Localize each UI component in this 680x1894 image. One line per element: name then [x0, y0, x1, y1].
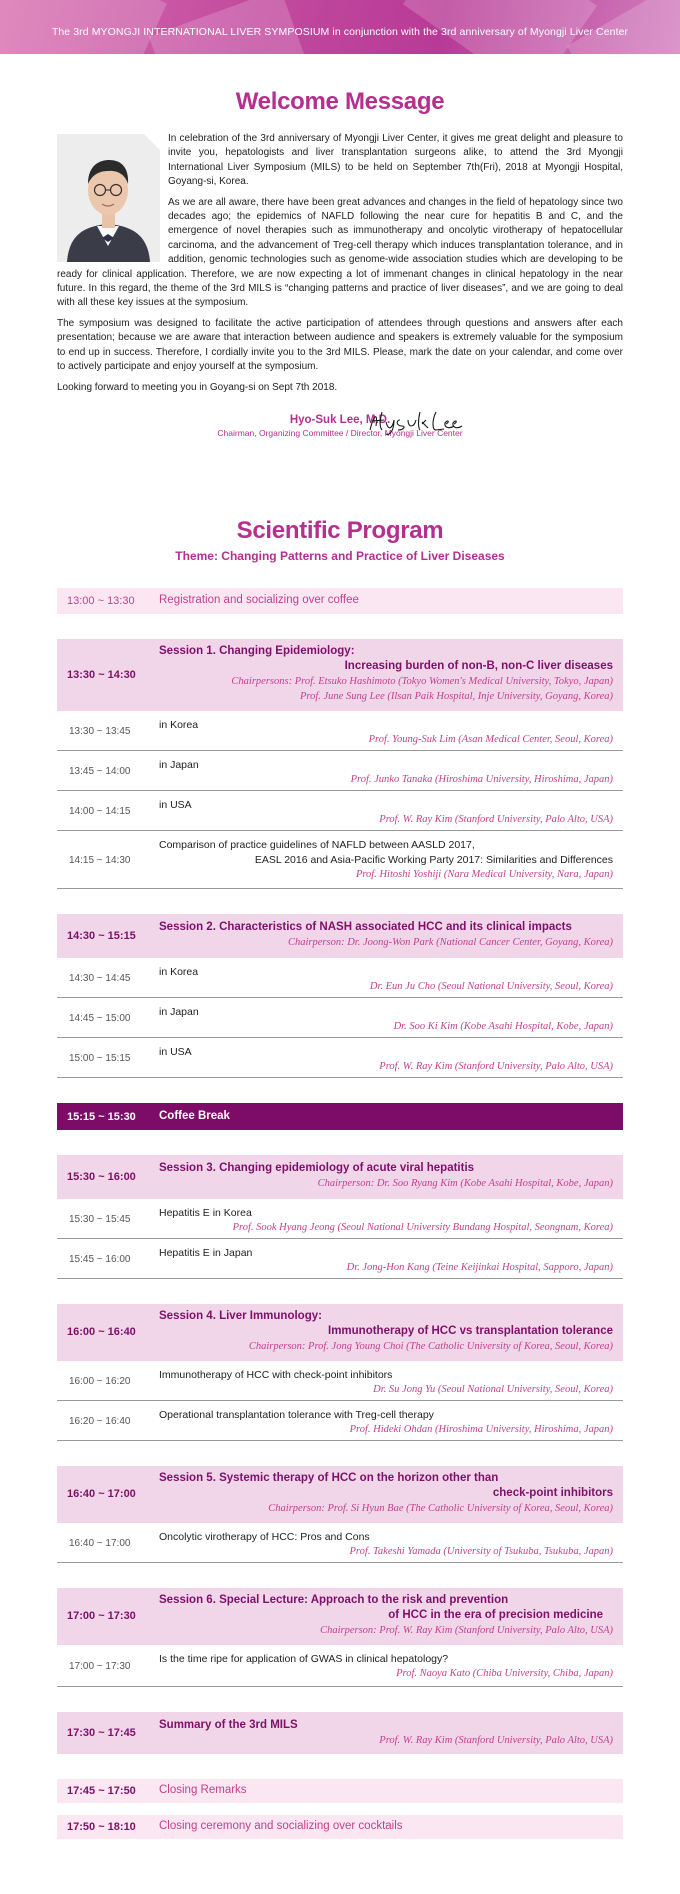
talk-time: 16:00 ~ 16:20 — [69, 1376, 131, 1387]
header-banner — [0, 0, 680, 54]
welcome-title: Welcome Message — [235, 88, 445, 115]
time-slot: 17:45 ~ 17:50 — [67, 1785, 136, 1797]
talk-row — [57, 831, 623, 889]
banner-text: The 3rd MYONGJI INTERNATIONAL LIVER SYMPOSIUM in conjunction with the 3rd anniversary of Myongji Liver Center — [51, 26, 629, 38]
talk-row — [57, 958, 623, 998]
session-title: Summary of the 3rd MILS — [159, 1719, 298, 1731]
talk-row — [57, 998, 623, 1038]
time-slot: 13:30 ~ 14:30 — [67, 669, 136, 681]
closing-ceremony-row — [57, 1815, 623, 1839]
talk-topic: Operational transplantation tolerance with Treg-cell therapy — [159, 1409, 434, 1421]
talk-time: 14:30 ~ 14:45 — [69, 973, 131, 984]
session-title: Session 4. Liver Immunology: — [159, 1310, 322, 1322]
session-3-header — [57, 1155, 623, 1199]
time-slot: 17:30 ~ 17:45 — [67, 1727, 136, 1739]
item-label: Closing Remarks — [159, 1784, 247, 1796]
session-chair: Chairperson: Prof. W. Ray Kim (Stanford University, Palo Alto, USA) — [320, 1625, 613, 1636]
time-slot: 15:15 ~ 15:30 — [67, 1111, 136, 1123]
registration-row — [57, 588, 623, 614]
time-slot: 17:50 ~ 18:10 — [67, 1821, 136, 1833]
talk-speaker: Prof. Hitoshi Yoshiji (Nara Medical University, Nara, Japan) — [355, 869, 613, 880]
talk-speaker: Dr. Soo Ki Kim (Kobe Asahi Hospital, Kobe, Japan) — [393, 1021, 613, 1032]
session-title: Session 5. Systemic therapy of HCC on the horizon other than — [159, 1472, 499, 1484]
talk-time: 15:00 ~ 15:15 — [69, 1053, 131, 1064]
session-6-header — [57, 1588, 623, 1645]
talk-time: 16:40 ~ 17:00 — [69, 1538, 131, 1549]
talk-speaker: Prof. W. Ray Kim (Stanford University, Palo Alto, USA) — [379, 1061, 613, 1072]
talk-row — [57, 791, 623, 831]
item-label: Registration and socializing over coffee — [159, 594, 359, 606]
talk-speaker: Prof. Naoya Kato (Chiba University, Chiba, Japan) — [396, 1668, 613, 1679]
talk-topic: Is the time ripe for application of GWAS in clinical hepatology? — [159, 1653, 449, 1665]
talk-speaker: Prof. Young-Suk Lim (Asan Medical Center, Seoul, Korea) — [368, 734, 613, 745]
time-slot: 16:00 ~ 16:40 — [67, 1326, 136, 1338]
talk-row — [57, 1199, 623, 1239]
time-slot: 15:30 ~ 16:00 — [67, 1171, 136, 1183]
signature-block — [0, 414, 680, 438]
talk-time: 16:20 ~ 16:40 — [69, 1416, 131, 1427]
session-title: Session 2. Characteristics of NASH associated HCC and its clinical impacts — [159, 921, 572, 933]
welcome-paragraph: In celebration of the 3rd anniversary of Myongji Liver Center, it gives me great delight and pleasure to invite you, hepatologists and liver transplantation surgeons alike, to attend the 3rd Myongji International Liver Symposium (MILS) to be held on September 7th(Fri), 2018 at Myongji Hospital, Goyang-si, Korea. — [168, 133, 623, 188]
welcome-paragraph: The symposium was designed to facilitate the active participation of attendees through questions and answers after each presentation; because we are aware that interaction between audience and speakers is extremely valuable for the symposium to end up in success. Therefore, I cordially invite you to the 3rd MILS. Please, mark the date on your calendar, and come over to actively participate and enjoy yourself at the symposium. — [57, 317, 623, 373]
session-chair: Chairperson: Prof. Jong Young Choi (The Catholic University of Korea, Seoul, Korea) — [248, 1341, 613, 1352]
talk-speaker: Prof. Sook Hyang Jeong (Seoul National University Bundang Hospital, Seongnam, Korea) — [232, 1222, 613, 1233]
welcome-paragraph: As we are all aware, there have been great advances and changes in the field of hepatology since two decades ago; the epidemics of NAFLD following the near cure for hepatitis B and C, and the emergence of novel therapies such as immunotherapy and oncolytic virotherapy of hepatocellular carcinoma, and the advancement of Treg-cell therapy which induces transplantation tolerance, and in addition, genomic technologies such as genome-wide association studies which are developing to be ready for clinical application. Therefore, we are now expecting a lot of immenant changes in clinical hepatology in the near future. In this regard, the theme of the 3rd MILS is “changing patterns and practice of liver diseases”, and we are going to deal with all these key issues at the symposium. — [57, 196, 623, 309]
session-title: Increasing burden of non-B, non-C liver diseases — [344, 660, 613, 672]
talk-speaker: Prof. W. Ray Kim (Stanford University, Palo Alto, USA) — [379, 814, 613, 825]
talk-speaker: Dr. Su Jong Yu (Seoul National University, Seoul, Korea) — [373, 1384, 613, 1395]
time-slot: 14:30 ~ 15:15 — [67, 930, 136, 942]
session-chair: Prof. June Sung Lee (Ilsan Paik Hospital, Inje University, Goyang, Korea) — [299, 691, 613, 702]
talk-row — [57, 751, 623, 791]
talk-topic: Oncolytic virotherapy of HCC: Pros and Cons — [159, 1531, 370, 1543]
program-theme: Theme: Changing Patterns and Practice of Liver Diseases — [175, 549, 505, 563]
talk-topic: in Japan — [159, 1006, 199, 1018]
talk-row — [57, 1523, 623, 1563]
item-label: Coffee Break — [159, 1110, 230, 1122]
talk-topic: Hepatitis E in Korea — [159, 1207, 252, 1219]
talk-topic: Hepatitis E in Japan — [159, 1247, 253, 1259]
closing-remarks-row — [57, 1779, 623, 1803]
program-title: Scientific Program — [236, 517, 444, 544]
session-title: check-point inhibitors — [492, 1487, 613, 1499]
summary-row — [57, 1712, 623, 1754]
talk-row — [57, 1645, 623, 1687]
talk-topic: in Japan — [159, 759, 199, 771]
session-title: Immunotherapy of HCC vs transplantation tolerance — [328, 1325, 613, 1337]
talk-time: 13:30 ~ 13:45 — [69, 726, 131, 737]
talk-topic: in USA — [159, 1046, 192, 1058]
time-slot: 16:40 ~ 17:00 — [67, 1488, 136, 1500]
talk-speaker: Dr. Jong-Hon Kang (Teine Keijinkai Hospital, Sapporo, Japan) — [346, 1262, 613, 1273]
session-title: of HCC in the era of precision medicine — [388, 1609, 603, 1621]
session-chair: Chairpersons: Prof. Etsuko Hashimoto (Tokyo Women's Medical University, Tokyo, Japan) — [231, 676, 613, 687]
talk-time: 15:30 ~ 15:45 — [69, 1214, 131, 1225]
signer-role: Chairman, Organizing Committee / Director, Myongji Liver Center — [217, 428, 463, 438]
talk-topic: in USA — [159, 799, 192, 811]
time-slot: 17:00 ~ 17:30 — [67, 1610, 136, 1622]
session-title: Session 1. Changing Epidemiology: — [159, 645, 355, 657]
time-slot: 13:00 ~ 13:30 — [67, 595, 135, 607]
talk-speaker: Dr. Eun Ju Cho (Seoul National University, Seoul, Korea) — [369, 981, 613, 992]
talk-time: 14:15 ~ 14:30 — [69, 855, 131, 866]
session-4-header — [57, 1304, 623, 1361]
talk-time: 13:45 ~ 14:00 — [69, 766, 131, 777]
signer-name: Hyo-Suk Lee, M.D. — [289, 414, 391, 426]
session-2-header — [57, 914, 623, 958]
talk-topic: Immunotherapy of HCC with check-point inhibitors — [159, 1369, 393, 1381]
session-chair: Prof. W. Ray Kim (Stanford University, Palo Alto, USA) — [379, 1735, 613, 1746]
welcome-paragraph: Looking forward to meeting you in Goyang-si on Sept 7th 2018. — [57, 381, 338, 393]
talk-row — [57, 711, 623, 751]
session-chair: Chairperson: Dr. Soo Ryang Kim (Kobe Asahi Hospital, Kobe, Japan) — [317, 1178, 613, 1189]
session-1-header — [57, 639, 623, 711]
session-title: Session 3. Changing epidemiology of acute viral hepatitis — [159, 1162, 475, 1174]
talk-topic: in Korea — [159, 966, 199, 978]
item-label: Closing ceremony and socializing over cocktails — [159, 1820, 403, 1832]
session-chair: Chairperson: Prof. Si Hyun Bae (The Catholic University of Korea, Seoul, Korea) — [268, 1503, 613, 1514]
talk-time: 14:45 ~ 15:00 — [69, 1013, 131, 1024]
talk-time: 14:00 ~ 14:15 — [69, 806, 131, 817]
talk-row — [57, 1361, 623, 1401]
talk-speaker: Prof. Hideki Ohdan (Hiroshima University, Hiroshima, Japan) — [349, 1424, 613, 1435]
talk-speaker: Prof. Takeshi Yamada (University of Tsukuba, Tsukuba, Japan) — [349, 1546, 613, 1557]
welcome-letter — [57, 132, 623, 401]
talk-time: 17:00 ~ 17:30 — [69, 1661, 131, 1672]
talk-topic: Comparison of practice guidelines of NAFLD between AASLD 2017, — [159, 839, 475, 851]
talk-topic: in Korea — [159, 719, 199, 731]
talk-speaker: Prof. Junko Tanaka (Hiroshima University, Hiroshima, Japan) — [350, 774, 613, 785]
talk-row — [57, 1239, 623, 1279]
handwritten-signature-icon — [366, 408, 464, 436]
session-chair: Chairperson: Dr. Joong-Won Park (National Cancer Center, Goyang, Korea) — [288, 937, 613, 948]
talk-row — [57, 1401, 623, 1441]
talk-topic: EASL 2016 and Asia-Pacific Working Party 2017: Similarities and Differences — [254, 854, 613, 866]
session-title: Session 6. Special Lecture: Approach to the risk and prevention — [159, 1594, 509, 1606]
session-5-header — [57, 1466, 623, 1523]
talk-row — [57, 1038, 623, 1078]
talk-time: 15:45 ~ 16:00 — [69, 1254, 131, 1265]
coffee-break-row — [57, 1103, 623, 1130]
